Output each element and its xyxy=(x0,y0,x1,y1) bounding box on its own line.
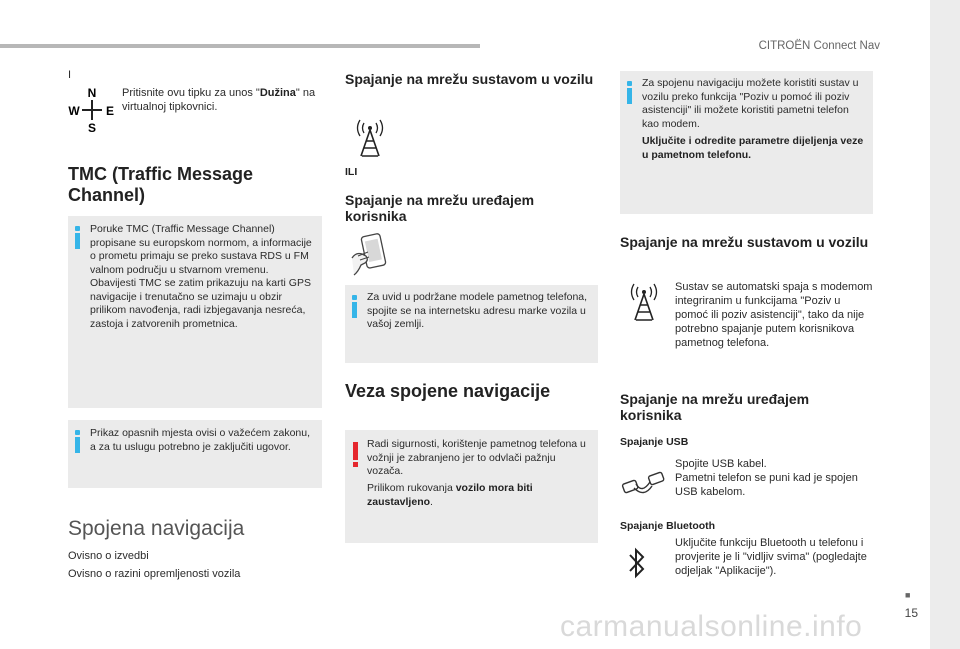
smartphone-hand-icon xyxy=(348,232,390,276)
bluetooth-icon xyxy=(624,546,650,580)
compass-instruction: Pritisnite ovu tipku za unos "Dužina" na virtualnoj tipkovnici. xyxy=(122,87,316,113)
system-connection-text: Sustav se automatski spaja s modemom integriranim u funkcijama "Poziv u pomoć ili poziv asistenciji", tako da nije potrebno spajanje putem korisnikova pametnog telefona. xyxy=(675,281,873,349)
compass-n: N xyxy=(87,86,97,100)
safety-warning-box xyxy=(345,430,598,543)
bluetooth-text: Uključite funkciju Bluetooth u telefonu i provjerite je li "vidljiv svima" (pogledajte odjeljak "Aplikacije"). xyxy=(675,537,867,577)
info-icon xyxy=(74,226,80,249)
tmc-contract-box xyxy=(68,420,322,488)
usb-subheading: Spajanje USB xyxy=(620,436,689,448)
bluetooth-subheading: Spajanje Bluetooth xyxy=(620,520,716,532)
compass-e: E xyxy=(105,104,115,118)
system-connection-heading: Spajanje na mrežu sustavom u vozilu xyxy=(345,71,594,87)
page-number: 15 xyxy=(904,606,918,620)
info-icon xyxy=(74,430,80,453)
modem-info-text: Za spojenu navigaciju možete koristiti sustav u vozilu preko funkcija "Poziv u pomoć ili poziv asistenciji" ili možete koristiti pametni telefon kao modem. xyxy=(642,77,859,130)
warning-icon xyxy=(353,442,359,467)
top-rule xyxy=(0,44,480,48)
supported-phones-box xyxy=(345,285,598,363)
compass-icon xyxy=(68,86,116,134)
connected-nav-title: Spojena navigacija xyxy=(68,517,245,540)
or-label: ILI xyxy=(345,166,358,178)
variant-note: Ovisno o izvedbi xyxy=(68,550,149,562)
info-icon xyxy=(351,295,357,318)
user-device-heading-2: Spajanje na mrežu uređajem korisnika xyxy=(620,391,810,423)
antenna-icon xyxy=(624,280,664,322)
equipment-note: Ovisno o razini opremljenosti vozila xyxy=(68,568,241,580)
tmc-heading: TMC (Traffic Message Channel) xyxy=(68,164,254,205)
supported-phones-text: Za uvid u podržane modele pametnog telefona, spojite se na internetsku adresu marke vozila u vašoj zemlji. xyxy=(367,291,588,330)
modem-info-bold: Uključite i odredite parametre dijeljenja veze u pametnom telefonu. xyxy=(642,135,864,161)
brand-header: CITROËN Connect Nav xyxy=(758,40,880,52)
compass-w: W xyxy=(68,104,80,118)
safety-warning-text: Radi sigurnosti, korištenje pametnog telefona u vožnji je zabranjeno jer to odvlači pažnju vozača. xyxy=(367,438,586,477)
safety-warning-note: Prilikom rukovanja vozilo mora biti zaustavljeno. xyxy=(367,482,533,508)
info-icon xyxy=(626,81,632,104)
connected-nav-link-heading: Veza spojene navigacije xyxy=(345,381,551,401)
watermark: carmanualsonline.info xyxy=(560,610,863,643)
margin-marker: I xyxy=(68,69,72,81)
user-device-heading: Spajanje na mrežu uređajem korisnika xyxy=(345,192,535,224)
tmc-info-text: Poruke TMC (Traffic Message Channel) propisane su europskom normom, a informacije o prometu primaju se preko sustava RDS u FM valnom području u stvarnom vremenu. Obavijesti TMC se zatim prikazuju na karti GPS navigacije i trenutačno se uzimaju u obzir prilikom navođenja, radi izbjegavanja nesreća, zastoja i zatvorenih prometnica. xyxy=(90,223,312,330)
compass-s: S xyxy=(87,121,97,134)
continue-mark: ■ xyxy=(905,590,911,600)
tmc-contract-text: Prikaz opasnih mjesta ovisi o važećem zakonu, a za tu uslugu potrebno je zaključiti ugovor. xyxy=(90,427,311,453)
tmc-info-box xyxy=(68,216,322,408)
usb-cable-icon xyxy=(620,468,666,498)
modem-info-box xyxy=(620,71,873,214)
page-edge-strip xyxy=(930,0,960,649)
usb-text: Spojite USB kabel. Pametni telefon se puni kad je spojen USB kabelom. xyxy=(675,458,858,498)
system-connection-heading-2: Spajanje na mrežu sustavom u vozilu xyxy=(620,234,869,250)
antenna-icon xyxy=(350,116,390,158)
